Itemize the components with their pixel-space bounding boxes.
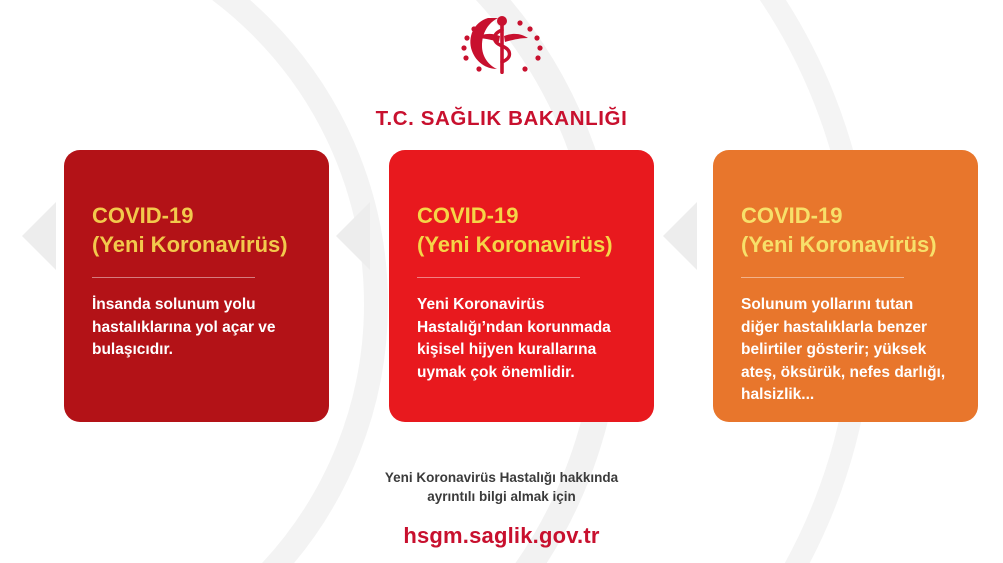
card-arrow-notch-icon [663,202,697,270]
ministry-title: T.C. SAĞLIK BAKANLIĞI [375,107,628,130]
card-title-line1: COVID-19 [741,203,843,228]
info-card-hygiene [389,150,654,422]
card-title-line2: (Yeni Koronavirüs) [741,231,937,257]
info-card-transmission [64,150,329,422]
footer-note-line1: Yeni Koronavirüs Hastalığı hakkında [384,469,619,485]
card-body-text: İnsanda solunum yolu hastalıklarına yol açar ve bulaşıcıdır. [92,296,276,359]
card-arrow-notch-icon [336,202,370,270]
card-divider [92,277,255,278]
card-arrow-notch-icon [22,202,56,270]
card-title [741,202,950,259]
footer-note-line2: ayrıntılı bilgi almak için [427,489,576,505]
poster-header [0,8,1003,131]
card-body-text: Solunum yollarını tutan diğer hastalıklarla benzer belirtiler gösterir; yüksek ateş, öksürük, nefes darlığı, halsizlik... [741,296,946,404]
card-title-line1: COVID-19 [92,203,194,228]
card-body-text: Yeni Koronavirüs Hastalığı’ndan korunmada kişisel hijyen kurallarına uymak çok önemlidir. [417,296,611,381]
footer-website-link[interactable]: hsgm.saglik.gov.tr [403,523,600,548]
info-card-symptoms [713,150,978,422]
card-title-line2: (Yeni Koronavirüs) [417,231,613,257]
footer-note [0,468,1003,507]
info-cards-row [0,150,1003,440]
card-title-line1: COVID-19 [417,203,519,228]
card-title [92,202,301,259]
card-divider [741,277,904,278]
ministry-of-health-logo-icon [442,8,562,94]
card-title-line2: (Yeni Koronavirüs) [92,231,288,257]
poster-footer [0,468,1003,549]
card-divider [417,277,580,278]
card-title [417,202,626,259]
